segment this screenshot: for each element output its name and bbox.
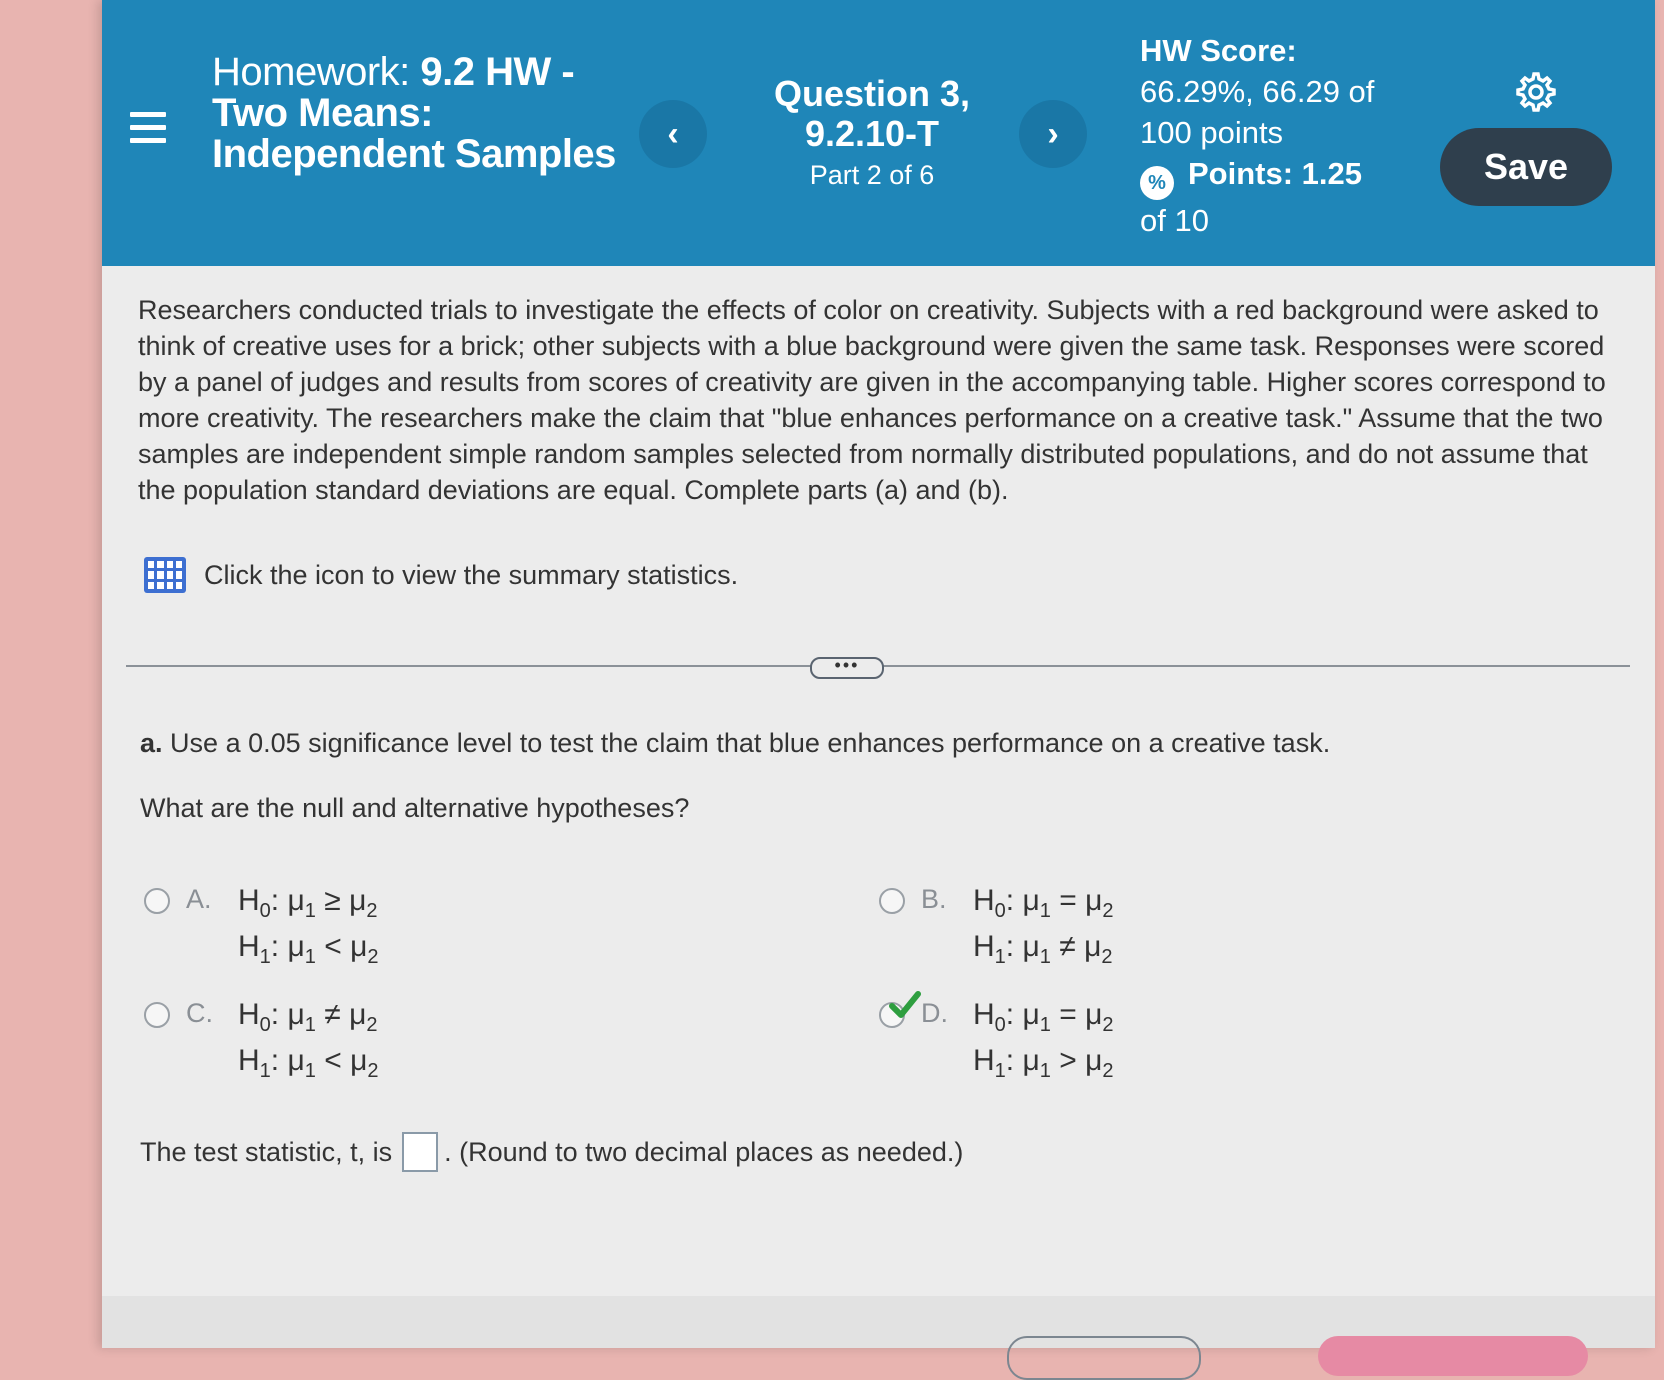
- operator: =: [1059, 884, 1077, 917]
- hw-score-label: HW Score:: [1140, 33, 1297, 68]
- operator: ≠: [324, 998, 341, 1031]
- radio-option-c[interactable]: [144, 1002, 170, 1028]
- option-letter: A.: [186, 884, 212, 914]
- operator: ≥: [324, 884, 341, 917]
- null-hypothesis: $H_0$: $\mu_1 \ne \mu_2$: [238, 998, 378, 1036]
- operator: =: [1059, 998, 1077, 1031]
- gear-icon[interactable]: [1514, 70, 1558, 114]
- correct-check-icon: [889, 990, 921, 1020]
- null-hypothesis: $H_0$: $\mu_1 = \mu_2$: [973, 884, 1114, 922]
- radio-option-a[interactable]: [144, 888, 170, 914]
- hw-score: [1140, 30, 1420, 241]
- homework-title: [212, 52, 622, 175]
- hw-score-value: 66.29%, 66.29 of 100 points: [1140, 74, 1375, 150]
- option-letter: D.: [921, 998, 948, 1028]
- test-statistic-input[interactable]: [402, 1132, 438, 1172]
- footer-bar: [102, 1296, 1655, 1348]
- previous-question-button[interactable]: [639, 100, 707, 168]
- null-hypothesis: $H_0$: $\mu_1 = \mu_2$: [973, 998, 1114, 1036]
- homework-prefix: Homework:: [212, 50, 410, 94]
- part-a-instruction: [140, 728, 1330, 759]
- points-text: Points: 1.25: [1188, 156, 1362, 191]
- option-letter: C.: [186, 998, 213, 1028]
- homework-app: [102, 0, 1655, 1348]
- points-of: of 10: [1140, 203, 1209, 238]
- chevron-right-icon: ›: [1047, 114, 1059, 153]
- expand-more-button[interactable]: •••: [810, 657, 884, 679]
- test-stat-prefix: The test statistic, t, is: [140, 1136, 393, 1167]
- footer-primary-button[interactable]: [1318, 1336, 1588, 1376]
- alternative-hypothesis: $H_1$: $\mu_1 < \mu_2$: [238, 930, 379, 968]
- hypotheses-question: What are the null and alternative hypotheses?: [140, 793, 690, 823]
- header-bar: [102, 0, 1655, 266]
- table-icon[interactable]: [144, 557, 186, 593]
- summary-link-text: Click the icon to view the summary statistics.: [204, 559, 739, 590]
- partial-credit-icon: %: [1140, 166, 1174, 200]
- null-hypothesis: $H_0$: $\mu_1 \ge \mu_2$: [238, 884, 378, 922]
- part-a-text: Use a 0.05 significance level to test the claim that blue enhances performance on a creative task.: [170, 728, 1331, 758]
- question-title: Question 3, 9.2.10-T: [773, 73, 971, 154]
- radio-option-b[interactable]: [879, 888, 905, 914]
- operator: <: [324, 930, 342, 963]
- chevron-left-icon: ‹: [667, 114, 679, 153]
- hamburger-menu-icon[interactable]: [130, 112, 166, 144]
- operator: ≠: [1059, 930, 1076, 963]
- alternative-hypothesis: $H_1$: $\mu_1 > \mu_2$: [973, 1044, 1114, 1082]
- alternative-hypothesis: $H_1$: $\mu_1 \ne \mu_2$: [973, 930, 1113, 968]
- option-letter: B.: [921, 884, 947, 914]
- points-line: [1140, 153, 1420, 200]
- next-question-button[interactable]: [1019, 100, 1087, 168]
- footer-secondary-button[interactable]: [1007, 1336, 1201, 1380]
- operator: >: [1059, 1044, 1077, 1077]
- summary-statistics-link[interactable]: [144, 555, 738, 595]
- question-part: Part 2 of 6: [809, 160, 935, 190]
- operator: <: [324, 1044, 342, 1077]
- homework-name: 9.2 HW - Two Means: Independent Samples: [212, 50, 616, 176]
- part-a-label: a.: [140, 728, 163, 758]
- save-button[interactable]: Save: [1440, 128, 1612, 206]
- test-stat-suffix: . (Round to two decimal places as needed.): [444, 1136, 964, 1167]
- problem-statement: Researchers conducted trials to investigate the effects of color on creativity. Subjects with a red background were asked to think of creative uses for a brick; other subjects with a blue background were given the same task. Responses were scored by a panel of judges and results from scores of creativity are given in the accompanying table. Higher scores correspond to more creativity. The researchers make the claim that "blue enhances performance on a creative task." Assume that the two samples are independent simple random samples selected from normally distributed populations, and do not assume that the population standard deviations are equal. Complete parts (a) and (b).: [138, 295, 1606, 505]
- alternative-hypothesis: $H_1$: $\mu_1 < \mu_2$: [238, 1044, 379, 1082]
- question-info: [742, 74, 1002, 191]
- test-statistic-line: [140, 1132, 963, 1172]
